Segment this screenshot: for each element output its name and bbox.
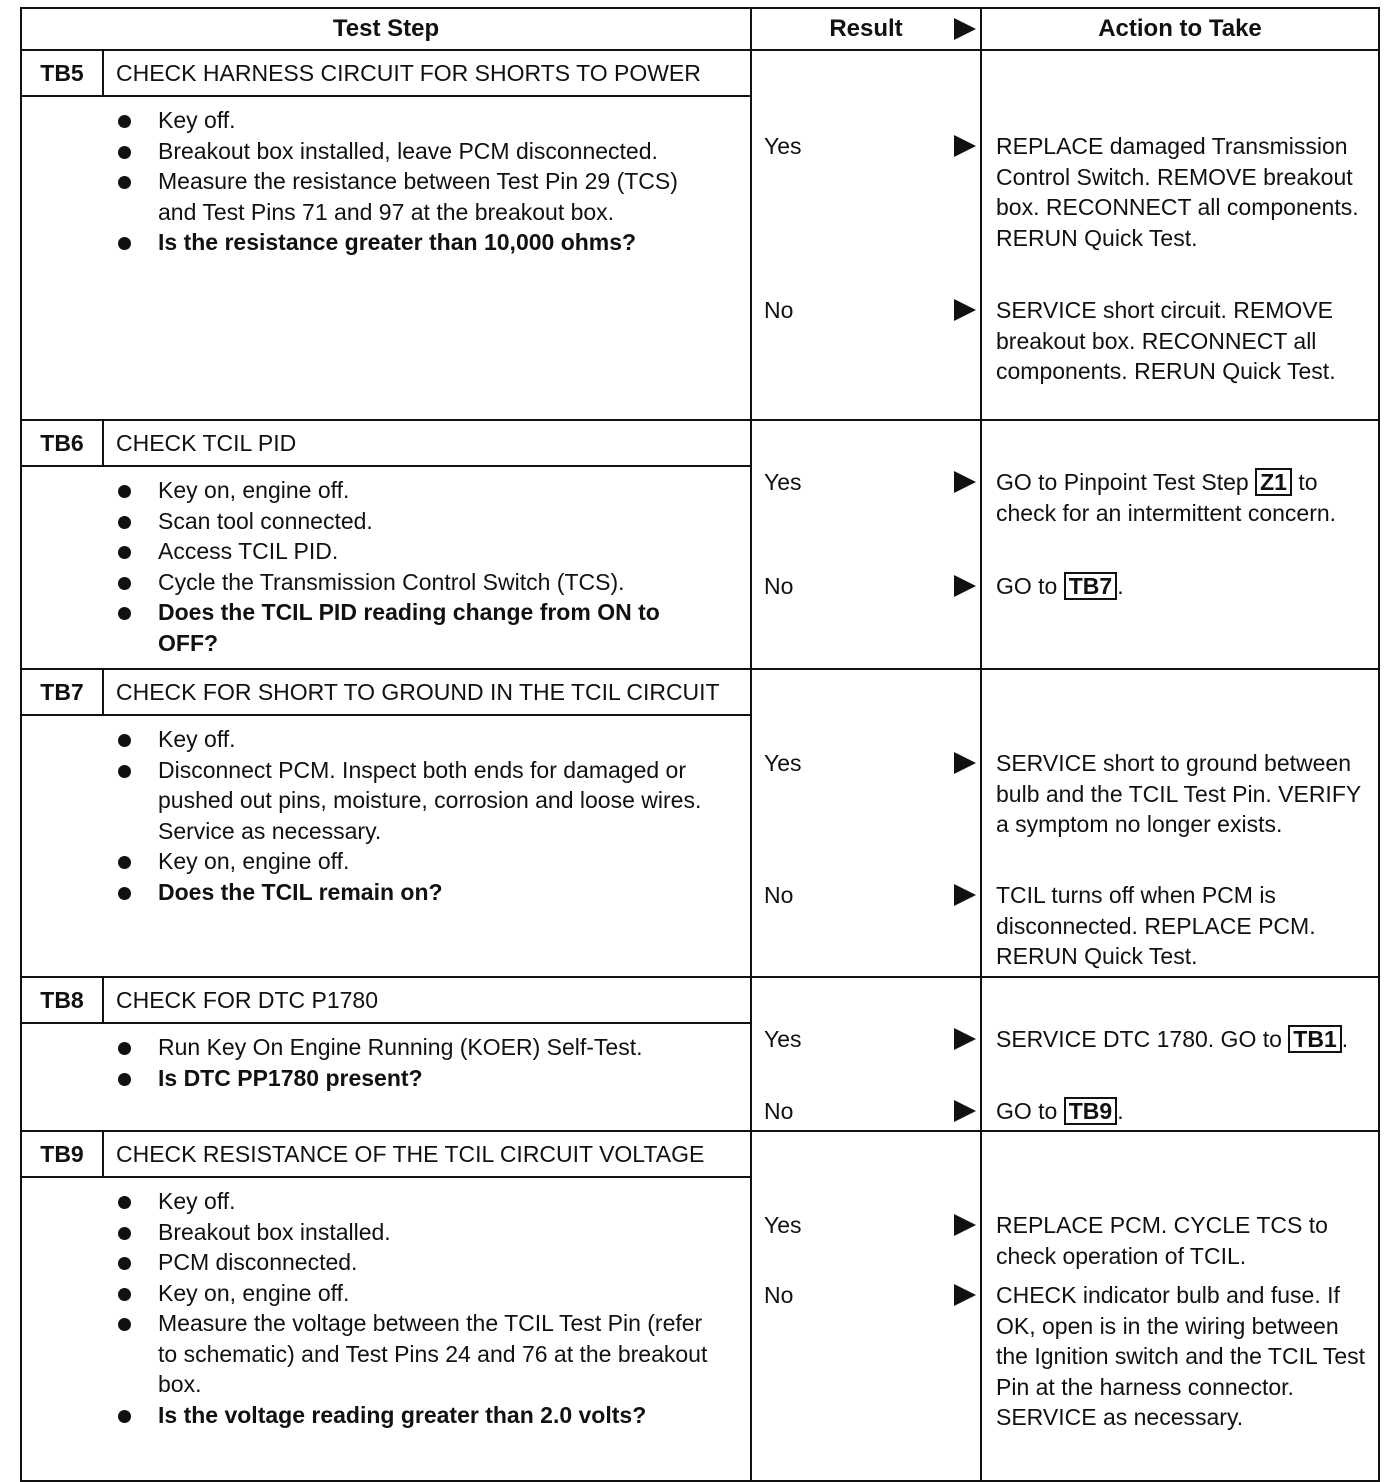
arrow-right-icon [954,1028,976,1050]
result-no-label: No [764,1282,794,1308]
step-cell [21,1131,751,1481]
action-cell [981,669,1379,977]
action-cell [981,50,1379,420]
result-yes [764,131,976,161]
instruction-item: PCM disconnected. [114,1247,720,1278]
action-cell [981,1131,1379,1481]
instruction-item: Disconnect PCM. Inspect both ends for damaged or pushed out pins, moisture, corrosion and loose wires. Service as necessary. [114,755,720,847]
result-yes [764,748,976,778]
instruction-item: Key off. [114,724,720,755]
step-row-tb7 [21,669,1379,977]
result-no-label: No [764,1098,794,1124]
step-reference[interactable]: TB1 [1288,1025,1341,1053]
result-yes [764,1210,976,1240]
result-no-label: No [764,297,794,323]
result-cell [751,420,981,669]
action-text: . [1341,1026,1349,1052]
header-action-label: Action to Take [1098,15,1262,42]
instruction-item: Access TCIL PID. [114,536,720,567]
step-id: TB6 [22,421,104,465]
action-yes [996,467,1372,528]
instruction-item: Key off. [114,1186,720,1217]
step-title: CHECK FOR DTC P1780 [116,987,379,1013]
result-no [764,880,976,910]
instruction-question: Is the voltage reading greater than 2.0 volts? [114,1400,720,1431]
result-cell [751,669,981,977]
action-text: . [1117,573,1124,599]
step-cell [21,50,751,420]
instruction-item: Breakout box installed. [114,1217,720,1248]
step-title: CHECK RESISTANCE OF THE TCIL CIRCUIT VOLTAGE [116,1141,705,1167]
arrow-right-icon [954,1100,976,1122]
action-text: GO to [996,1098,1058,1124]
action-text: SERVICE DTC 1780. GO to [996,1026,1282,1052]
step-instructions [22,1178,750,1440]
instruction-item: Key on, engine off. [114,846,720,877]
instruction-item: Cycle the Transmission Control Switch (TCS). [114,567,720,598]
result-no [764,1280,976,1310]
step-reference[interactable]: TB7 [1064,572,1117,600]
action-no [996,1096,1372,1127]
step-cell [21,420,751,669]
instruction-item: Key on, engine off. [114,475,720,506]
step-title: CHECK FOR SHORT TO GROUND IN THE TCIL CIRCUIT [116,679,720,705]
arrow-right-icon [954,884,976,906]
step-id: TB8 [22,978,104,1022]
instruction-question: Does the TCIL PID reading change from ON to OFF? [114,597,720,658]
step-instructions [22,467,750,668]
step-reference[interactable]: Z1 [1255,468,1292,496]
step-cell [21,977,751,1131]
instruction-question: Is DTC PP1780 present? [114,1063,720,1094]
result-no [764,1096,976,1126]
step-title: CHECK HARNESS CIRCUIT FOR SHORTS TO POWER [116,60,701,86]
header-action [981,8,1379,50]
action-yes: REPLACE damaged Transmission Control Switch. REMOVE breakout box. RECONNECT all components. RERUN Quick Test. [996,133,1359,251]
result-yes-label: Yes [764,133,802,159]
action-no: SERVICE short circuit. REMOVE breakout box. RECONNECT all components. RERUN Quick Test. [996,297,1336,384]
instruction-item: Key off. [114,105,720,136]
result-yes [764,1024,976,1054]
arrow-right-icon [954,135,976,157]
step-id: TB9 [22,1132,104,1176]
result-no [764,295,976,325]
arrow-right-icon [954,299,976,321]
result-cell [751,50,981,420]
result-no-label: No [764,882,794,908]
arrow-right-icon [954,1214,976,1236]
step-row-tb5 [21,50,1379,420]
action-yes [996,1024,1372,1055]
result-no-label: No [764,573,794,599]
action-yes: REPLACE PCM. CYCLE TCS to check operation of TCIL. [996,1212,1328,1269]
instruction-item: Measure the resistance between Test Pin 29 (TCS) and Test Pins 71 and 97 at the breakout box. [114,166,720,227]
step-instructions [22,1024,750,1103]
step-header [22,670,750,716]
instruction-item: Key on, engine off. [114,1278,720,1309]
step-cell [21,669,751,977]
step-id: TB5 [22,51,104,95]
result-yes-label: Yes [764,750,802,776]
action-text: GO to [996,573,1058,599]
instruction-question: Does the TCIL remain on? [114,877,720,908]
arrow-right-icon [954,471,976,493]
result-cell [751,1131,981,1481]
action-cell [981,420,1379,669]
arrow-right-icon [954,18,976,40]
action-cell [981,977,1379,1131]
step-header [22,1132,750,1178]
step-instructions [22,716,750,917]
action-text: . [1117,1098,1124,1124]
instruction-item: Run Key On Engine Running (KOER) Self-Test. [114,1032,720,1063]
step-row-tb6 [21,420,1379,669]
arrow-right-icon [954,1284,976,1306]
result-no [764,571,976,601]
action-text: GO to Pinpoint Test Step [996,469,1249,495]
action-no: CHECK indicator bulb and fuse. If OK, open is in the wiring between the Ignition switch and the TCIL Test Pin at the harness connector. SERVICE as necessary. [996,1282,1366,1430]
instruction-question: Is the resistance greater than 10,000 ohms? [114,227,720,258]
result-cell [751,977,981,1131]
instruction-item: Breakout box installed, leave PCM disconnected. [114,136,720,167]
arrow-right-icon [954,575,976,597]
action-yes: SERVICE short to ground between bulb and the TCIL Test Pin. VERIFY a symptom no longer exists. [996,750,1361,837]
instruction-item: Measure the voltage between the TCIL Test Pin (refer to schematic) and Test Pins 24 and 76 at the breakout box. [114,1308,720,1400]
result-yes [764,467,976,497]
header-test-step-label: Test Step [332,15,440,42]
step-row-tb8 [21,977,1379,1131]
result-yes-label: Yes [764,469,802,495]
instruction-item: Scan tool connected. [114,506,720,537]
result-yes-label: Yes [764,1212,802,1238]
step-id: TB7 [22,670,104,714]
step-header [22,51,750,97]
arrow-right-icon [954,752,976,774]
header-test-step [21,8,751,50]
header-row [21,8,1379,50]
action-text: to check for an intermittent concern. [996,469,1337,526]
header-result-label: Result [829,15,903,42]
action-no [996,571,1372,602]
step-reference[interactable]: TB9 [1064,1097,1117,1125]
action-no: TCIL turns off when PCM is disconnected. REPLACE PCM. RERUN Quick Test. [996,882,1316,969]
result-yes-label: Yes [764,1026,802,1052]
step-row-tb9 [21,1131,1379,1481]
step-instructions [22,97,750,268]
diagnostic-table-page [20,7,1378,1473]
step-header [22,421,750,467]
step-title: CHECK TCIL PID [116,430,297,456]
step-header [22,978,750,1024]
pinpoint-test-table [20,7,1380,1482]
header-result [751,8,981,50]
